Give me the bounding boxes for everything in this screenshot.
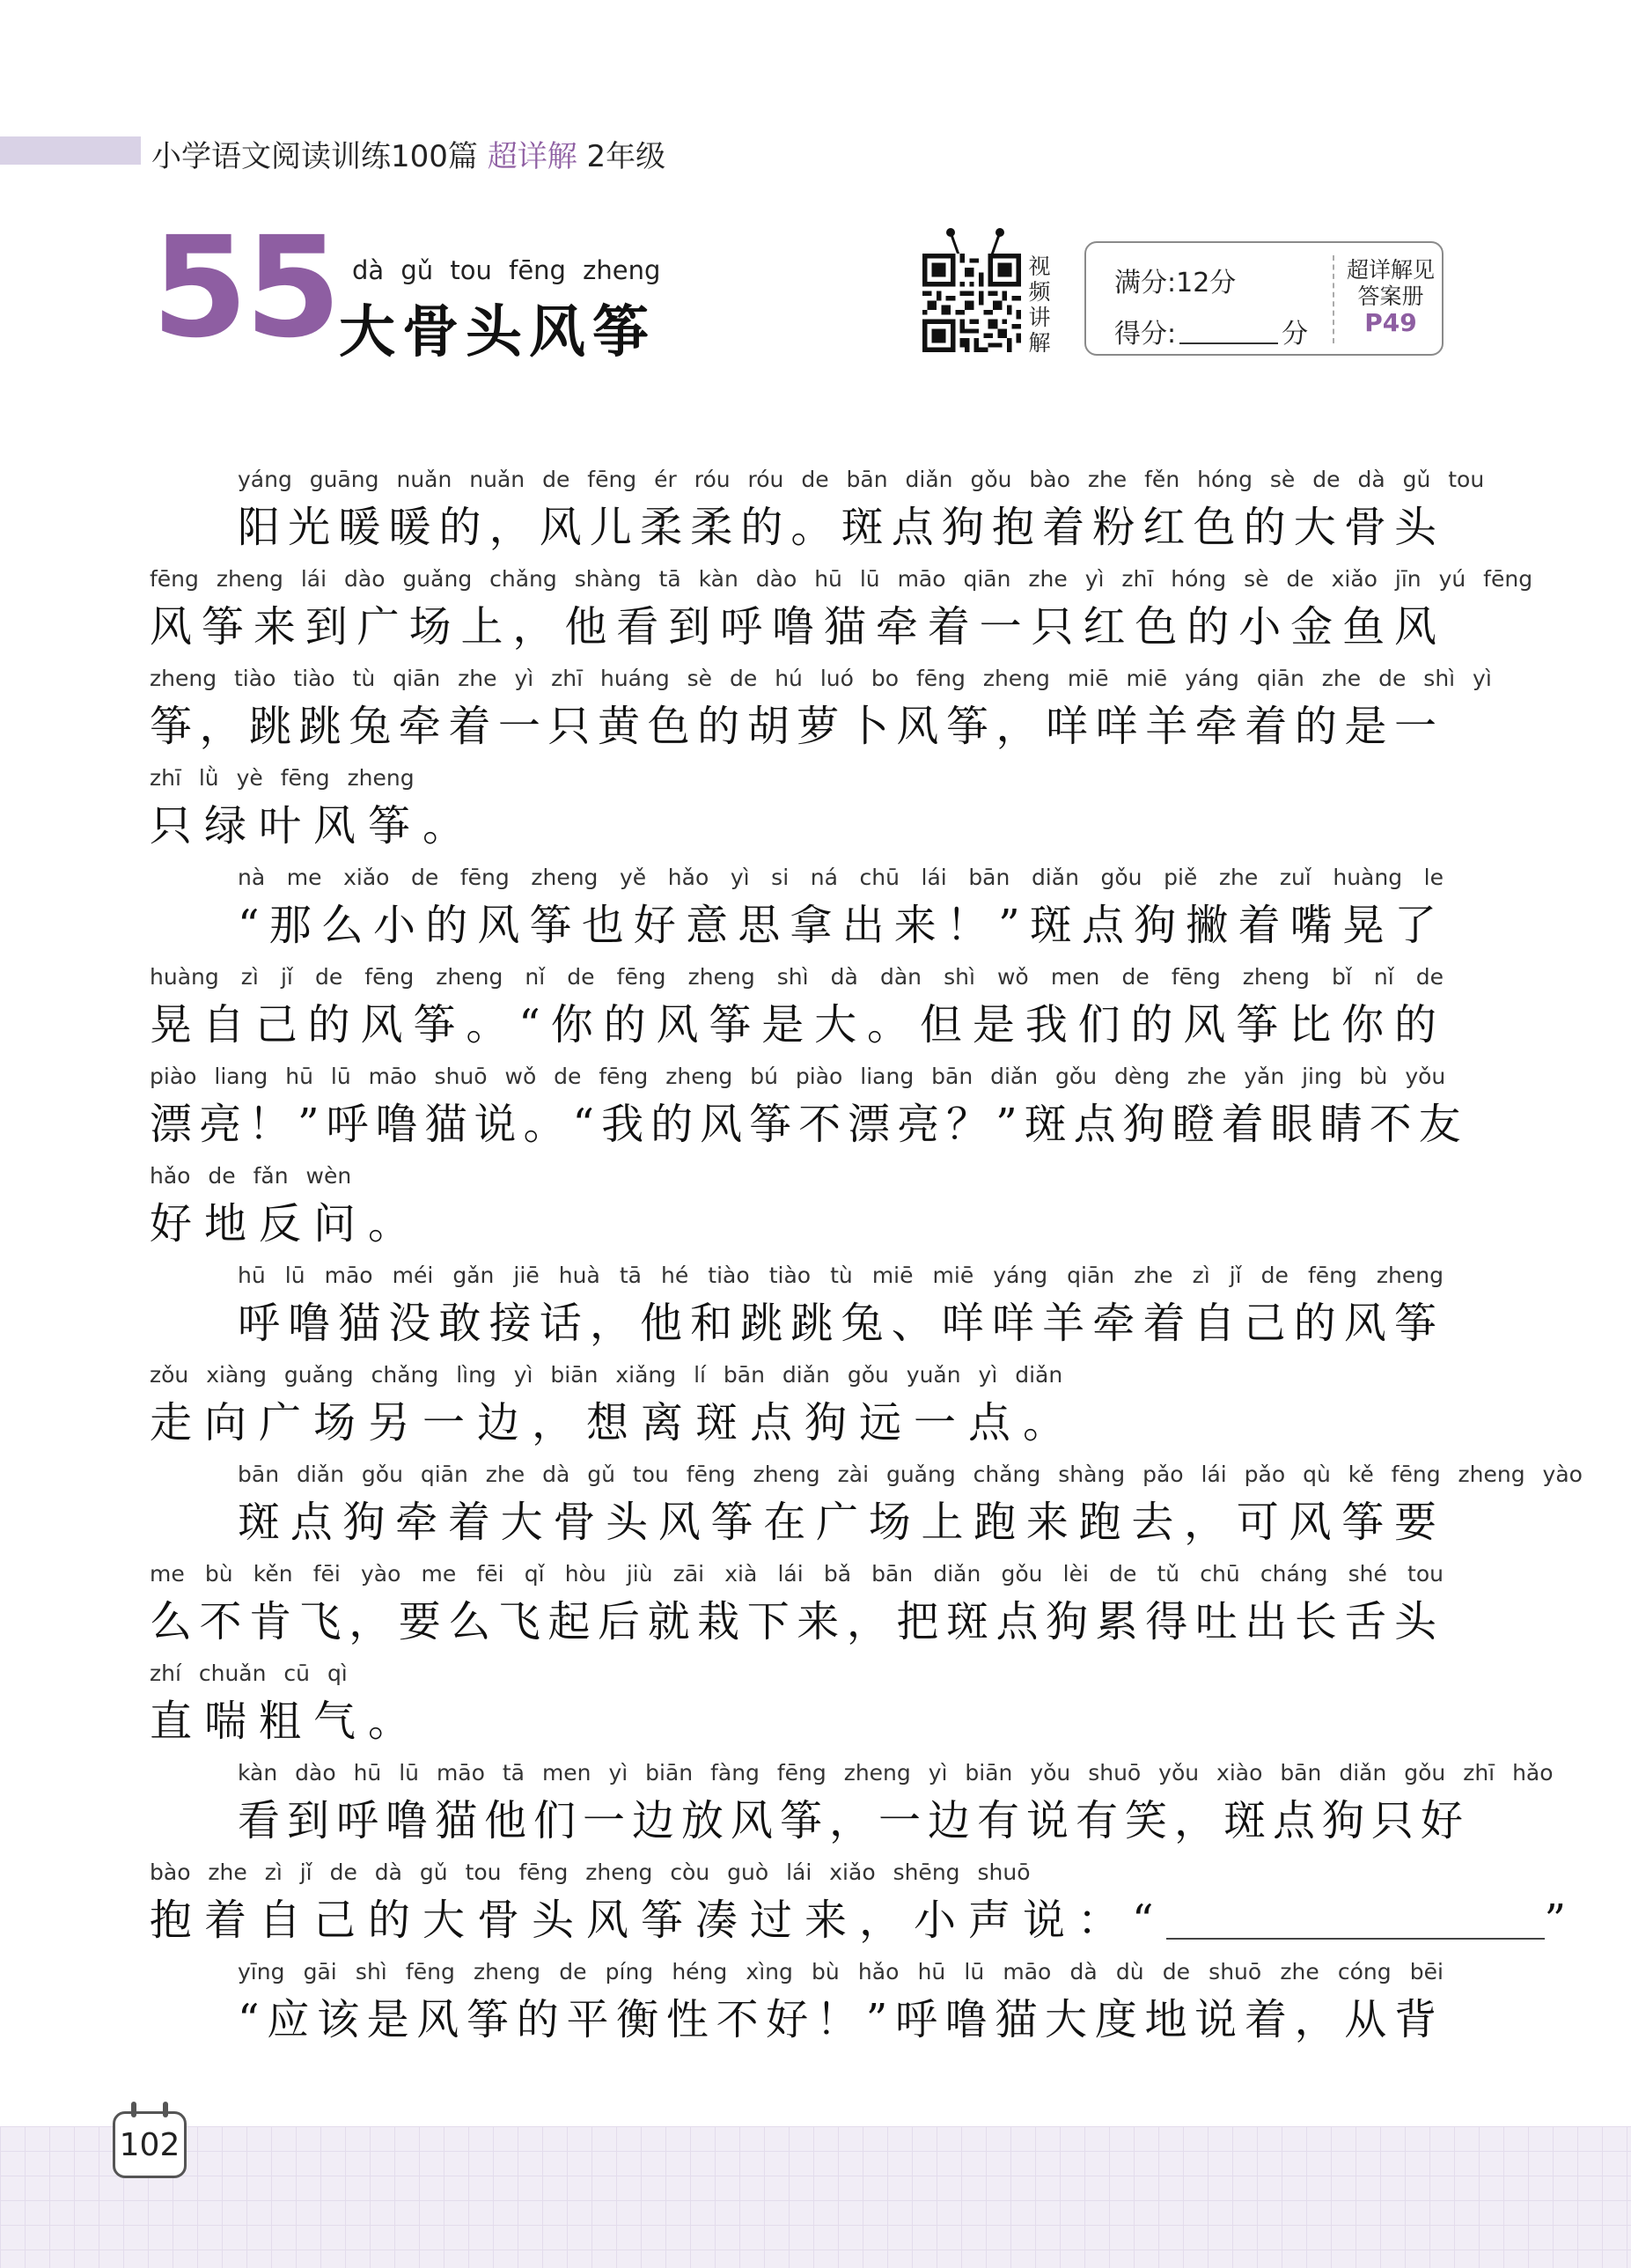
pinyin-line: bān diǎn gǒu qiān zhe dà gǔ tou fēng zheng zài guǎng chǎng shàng pǎo lái pǎo qù kě fēng zheng yào [238, 1462, 1583, 1487]
text-line [150, 1561, 1444, 1658]
text-line [150, 666, 1492, 762]
hanzi-line: 筝，跳跳兔牵着一只黄色的胡萝卜风筝，咩咩羊牵着的是一 [150, 702, 1444, 751]
hanzi-line: 晃自己的风筝。“你的风筝是大。但是我们的风筝比你的 [150, 1000, 1444, 1049]
closing-quote: ” [1544, 1896, 1579, 1945]
text-line [150, 1760, 1554, 1857]
text-line [150, 566, 1533, 663]
grade-label: 2年级 [586, 139, 666, 174]
qr-video-label: 视频讲解 [1028, 254, 1051, 356]
book-subtitle: 超详解 [487, 139, 577, 174]
text-line [150, 1660, 1444, 1757]
score-box [1084, 241, 1444, 356]
hanzi-line: “那么小的风筝也好意思拿出来！”斑点狗撇着嘴晃了 [238, 901, 1444, 950]
lesson-number: 55 [151, 207, 338, 369]
qr-code-icon[interactable] [922, 254, 1021, 352]
answer-ref-page: P49 [1364, 308, 1417, 337]
answer-blank[interactable] [1166, 1903, 1545, 1940]
hanzi-line: 呼噜猫没敢接话，他和跳跳兔、咩咩羊牵着自己的风筝 [238, 1299, 1444, 1348]
answer-reference [1341, 257, 1440, 336]
answer-ref-line1: 超详解见 [1346, 257, 1435, 283]
text-line [150, 765, 1444, 862]
score-label: 得分: [1114, 319, 1177, 350]
pinyin-line: hǎo de fǎn wèn [150, 1163, 352, 1189]
hanzi-text: 抱着自己的大骨头风筝凑过来，小声说：“ [150, 1896, 1166, 1945]
pinyin-line: piào liang hū lū māo shuō wǒ de fēng zheng bú piào liang bān diǎn gǒu dèng zhe yǎn jing bù yǒu [150, 1064, 1446, 1089]
book-title-text: 小学语文阅读训练100篇 [151, 139, 478, 174]
pinyin-line: yáng guāng nuǎn nuǎn de fēng ér róu róu de bān diǎn gǒu bào zhe fěn hóng sè de dà gǔ tou [238, 467, 1485, 492]
text-line [150, 1462, 1583, 1558]
full-score-label: 满分:12分 [1114, 268, 1237, 298]
pinyin-line: zǒu xiàng guǎng chǎng lìng yì biān xiǎng lí bān diǎn gǒu yuǎn yì diǎn [150, 1362, 1063, 1388]
qr-antenna-icon [940, 227, 1010, 257]
answer-ref-line2: 答案册 [1357, 284, 1424, 309]
pinyin-line: huàng zì jǐ de fēng zheng nǐ de fēng zheng shì dà dàn shì wǒ men de fēng zheng bǐ nǐ de [150, 964, 1444, 990]
hanzi-line: 么不肯飞，要么飞起后就栽下来，把斑点狗累得吐出长舌头 [150, 1597, 1444, 1646]
hanzi-line: 看到呼噜猫他们一边放风筝，一边有说有笑，斑点狗只好 [238, 1796, 1471, 1845]
text-line [150, 467, 1485, 563]
hanzi-line: “应该是风筝的平衡性不好！”呼噜猫大度地说着，从背 [238, 1995, 1444, 2044]
pinyin-line: nà me xiǎo de fēng zheng yě hǎo yì si ná chū lái bān diǎn gǒu piě zhe zuǐ huàng le [238, 865, 1444, 890]
text-line [150, 964, 1444, 1061]
text-line [150, 1263, 1444, 1359]
text-line [150, 1859, 1579, 1956]
hanzi-line: 斑点狗牵着大骨头风筝在广场上跑来跑去，可风筝要 [238, 1498, 1444, 1547]
hanzi-line-with-blank [150, 1886, 1579, 1947]
page-number: 102 [113, 2111, 187, 2178]
book-title [151, 132, 665, 175]
pinyin-line: me bù kěn fēi yào me fēi qǐ hòu jiù zāi xià lái bǎ bān diǎn gǒu lèi de tǔ chū cháng shé tou [150, 1561, 1444, 1587]
score-unit: 分 [1282, 319, 1309, 350]
text-line [150, 865, 1444, 961]
text-line [150, 1362, 1444, 1459]
score-field[interactable] [1114, 312, 1308, 350]
hanzi-line: 走向广场另一边，想离斑点狗远一点。 [150, 1398, 1078, 1447]
text-line [150, 1064, 1468, 1160]
footer-grid [0, 2126, 1631, 2268]
pinyin-line: zhí chuǎn cū qì [150, 1660, 348, 1686]
lesson-title: 大骨头风筝 [339, 300, 656, 365]
pinyin-line: fēng zheng lái dào guǎng chǎng shàng tā kàn dào hū lū māo qiān zhe yì zhī hóng sè de xiǎo jīn yú fēng [150, 566, 1533, 592]
pinyin-line: bào zhe zì jǐ de dà gǔ tou fēng zheng còu guò lái xiǎo shēng shuō [150, 1859, 1031, 1885]
score-divider [1333, 255, 1334, 343]
pinyin-line: zhī lǜ yè fēng zheng [150, 765, 415, 791]
lesson-title-pinyin: dà gǔ tou fēng zheng [352, 255, 661, 285]
hanzi-line: 阳光暖暖的，风儿柔柔的。斑点狗抱着粉红色的大骨头 [238, 503, 1444, 552]
pinyin-line: kàn dào hū lū māo tā men yì biān fàng fēng zheng yì biān yǒu shuō yǒu xiào bān diǎn gǒu zhī hǎo [238, 1760, 1554, 1786]
score-blank[interactable] [1179, 342, 1278, 344]
pinyin-line: yīng gāi shì fēng zheng de píng héng xìng bù hǎo hū lū māo dà dù de shuō zhe cóng bēi [238, 1959, 1444, 1984]
hanzi-line: 只绿叶风筝。 [150, 801, 478, 850]
hanzi-line: 风筝来到广场上，他看到呼噜猫牵着一只红色的小金鱼风 [150, 602, 1444, 652]
pinyin-line: zheng tiào tiào tù qiān zhe yì zhī huáng sè de hú luó bo fēng zheng miē miē yáng qiān zhe de shì yì [150, 666, 1492, 691]
header-color-bar [0, 136, 141, 165]
text-line [150, 1959, 1444, 2056]
pinyin-line: hū lū māo méi gǎn jiē huà tā hé tiào tiào tù miē miē yáng qiān zhe zì jǐ de fēng zheng [238, 1263, 1444, 1288]
hanzi-line: 漂亮！”呼噜猫说。“我的风筝不漂亮？”斑点狗瞪着眼睛不友 [150, 1100, 1468, 1149]
hanzi-line: 直喘粗气。 [150, 1697, 423, 1746]
hanzi-line: 好地反问。 [150, 1199, 423, 1248]
text-line [150, 1163, 1444, 1260]
